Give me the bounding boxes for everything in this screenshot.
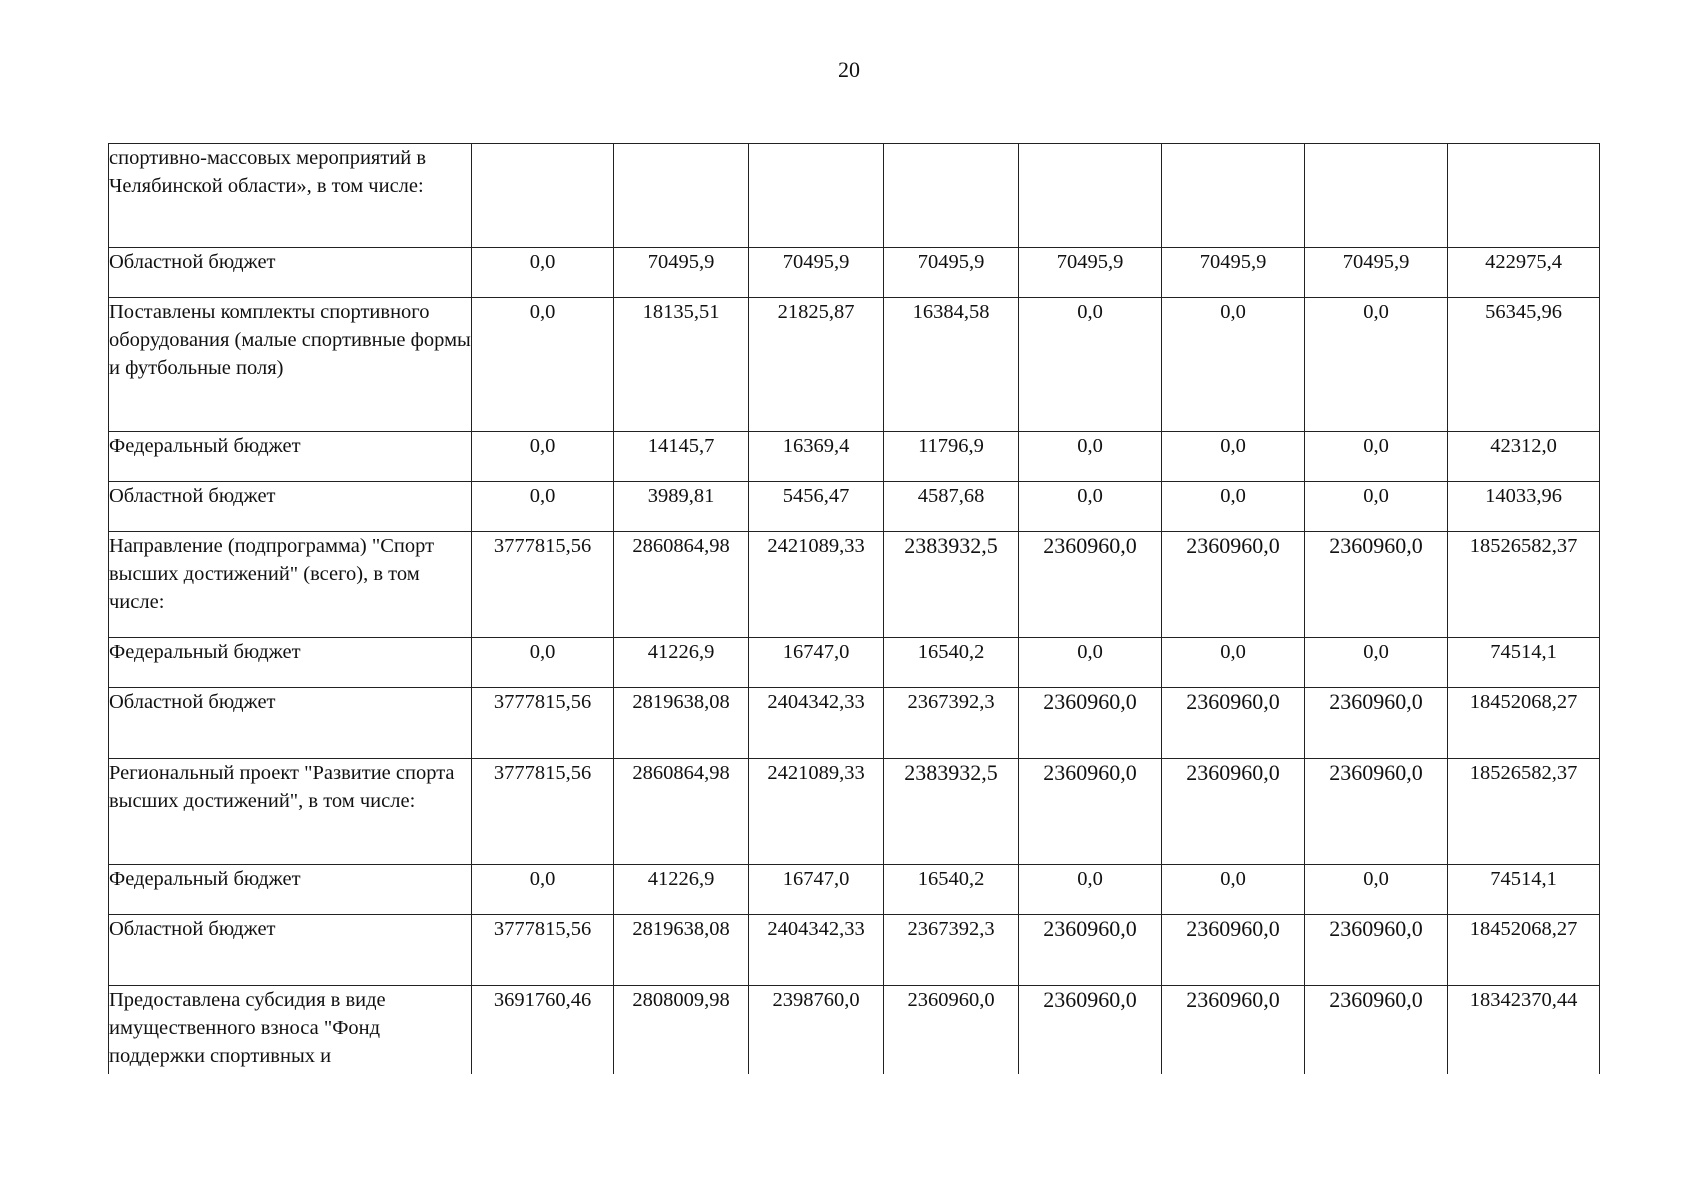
value-cell: 0,0 [1162, 432, 1305, 482]
value-cell: 70495,9 [1019, 248, 1162, 298]
value-cell: 4587,68 [884, 482, 1019, 532]
table-row [109, 986, 1600, 1075]
value-cell: 0,0 [472, 248, 614, 298]
value-cell: 2860864,98 [614, 759, 749, 865]
table-row [109, 248, 1600, 298]
total-cell: 18526582,37 [1448, 759, 1600, 865]
row-label: Областной бюджет [109, 482, 472, 532]
value-cell: 41226,9 [614, 638, 749, 688]
value-cell: 2367392,3 [884, 688, 1019, 759]
table-row [109, 865, 1600, 915]
row-label: Федеральный бюджет [109, 865, 472, 915]
row-label: Региональный проект "Развитие спорта высших достижений", в том числе: [109, 759, 472, 865]
value-cell: 0,0 [1019, 298, 1162, 432]
value-cell: 2360960,0 [1162, 688, 1305, 759]
total-cell: 74514,1 [1448, 638, 1600, 688]
value-cell: 0,0 [1305, 638, 1448, 688]
value-cell: 18135,51 [614, 298, 749, 432]
value-cell: 3777815,56 [472, 688, 614, 759]
row-label: Областной бюджет [109, 688, 472, 759]
value-cell: 2404342,33 [749, 688, 884, 759]
value-cell: 0,0 [1305, 432, 1448, 482]
total-cell: 18526582,37 [1448, 532, 1600, 638]
value-cell: 41226,9 [614, 865, 749, 915]
value-cell: 0,0 [1019, 482, 1162, 532]
table-row [109, 298, 1600, 432]
value-cell: 16369,4 [749, 432, 884, 482]
value-cell: 3777815,56 [472, 915, 614, 986]
value-cell: 2421089,33 [749, 759, 884, 865]
value-cell: 2360960,0 [1162, 759, 1305, 865]
value-cell: 2360960,0 [1019, 915, 1162, 986]
value-cell [1305, 144, 1448, 248]
row-label: Федеральный бюджет [109, 432, 472, 482]
value-cell: 16540,2 [884, 638, 1019, 688]
value-cell: 3777815,56 [472, 759, 614, 865]
table-row [109, 915, 1600, 986]
value-cell: 70495,9 [884, 248, 1019, 298]
value-cell: 0,0 [1162, 482, 1305, 532]
table-row [109, 759, 1600, 865]
value-cell: 0,0 [472, 638, 614, 688]
value-cell: 70495,9 [614, 248, 749, 298]
table-row [109, 432, 1600, 482]
value-cell: 70495,9 [749, 248, 884, 298]
table-row [109, 482, 1600, 532]
table-row [109, 532, 1600, 638]
total-cell [1448, 144, 1600, 248]
value-cell: 2360960,0 [884, 986, 1019, 1075]
value-cell: 2383932,5 [884, 532, 1019, 638]
value-cell: 2360960,0 [1305, 759, 1448, 865]
value-cell: 0,0 [1305, 482, 1448, 532]
value-cell: 0,0 [1305, 865, 1448, 915]
value-cell: 0,0 [1305, 298, 1448, 432]
value-cell: 3989,81 [614, 482, 749, 532]
value-cell: 14145,7 [614, 432, 749, 482]
value-cell: 70495,9 [1162, 248, 1305, 298]
value-cell: 0,0 [1162, 298, 1305, 432]
value-cell [1162, 144, 1305, 248]
value-cell: 2360960,0 [1019, 986, 1162, 1075]
value-cell: 2360960,0 [1019, 688, 1162, 759]
value-cell: 0,0 [1019, 638, 1162, 688]
value-cell: 0,0 [1162, 865, 1305, 915]
value-cell: 0,0 [1019, 432, 1162, 482]
value-cell: 2383932,5 [884, 759, 1019, 865]
value-cell [749, 144, 884, 248]
row-label: Направление (подпрограмма) "Спорт высших достижений" (всего), в том числе: [109, 532, 472, 638]
total-cell: 18452068,27 [1448, 688, 1600, 759]
value-cell: 2819638,08 [614, 688, 749, 759]
row-label: Поставлены комплекты спортивного оборудования (малые спортивные формы и футбольные поля) [109, 298, 472, 432]
value-cell: 2360960,0 [1019, 759, 1162, 865]
value-cell: 11796,9 [884, 432, 1019, 482]
value-cell: 0,0 [472, 298, 614, 432]
row-label: Областной бюджет [109, 248, 472, 298]
total-cell: 74514,1 [1448, 865, 1600, 915]
value-cell: 2360960,0 [1162, 915, 1305, 986]
value-cell: 16540,2 [884, 865, 1019, 915]
value-cell: 2819638,08 [614, 915, 749, 986]
value-cell: 0,0 [472, 865, 614, 915]
value-cell: 2421089,33 [749, 532, 884, 638]
value-cell: 2808009,98 [614, 986, 749, 1075]
total-cell: 18452068,27 [1448, 915, 1600, 986]
value-cell: 2360960,0 [1305, 915, 1448, 986]
value-cell: 2360960,0 [1305, 986, 1448, 1075]
value-cell: 3691760,46 [472, 986, 614, 1075]
value-cell: 2398760,0 [749, 986, 884, 1075]
table-row [109, 688, 1600, 759]
total-cell: 422975,4 [1448, 248, 1600, 298]
value-cell: 2360960,0 [1305, 688, 1448, 759]
value-cell: 2360960,0 [1162, 986, 1305, 1075]
value-cell: 2367392,3 [884, 915, 1019, 986]
budget-table [108, 143, 1600, 1074]
value-cell: 0,0 [472, 482, 614, 532]
value-cell: 21825,87 [749, 298, 884, 432]
value-cell: 2404342,33 [749, 915, 884, 986]
value-cell [472, 144, 614, 248]
value-cell: 16747,0 [749, 638, 884, 688]
value-cell: 2360960,0 [1019, 532, 1162, 638]
value-cell: 2360960,0 [1305, 532, 1448, 638]
value-cell: 0,0 [472, 432, 614, 482]
total-cell: 18342370,44 [1448, 986, 1600, 1075]
value-cell: 16384,58 [884, 298, 1019, 432]
value-cell: 3777815,56 [472, 532, 614, 638]
table-row [109, 144, 1600, 248]
row-label: Предоставлена субсидия в виде имущественного взноса "Фонд поддержки спортивных и [109, 986, 472, 1075]
value-cell [614, 144, 749, 248]
value-cell: 16747,0 [749, 865, 884, 915]
value-cell: 0,0 [1019, 865, 1162, 915]
total-cell: 14033,96 [1448, 482, 1600, 532]
value-cell: 2860864,98 [614, 532, 749, 638]
value-cell [1019, 144, 1162, 248]
value-cell: 70495,9 [1305, 248, 1448, 298]
value-cell: 2360960,0 [1162, 532, 1305, 638]
value-cell: 5456,47 [749, 482, 884, 532]
page-number: 20 [838, 57, 860, 82]
total-cell: 56345,96 [1448, 298, 1600, 432]
value-cell: 0,0 [1162, 638, 1305, 688]
table-row [109, 638, 1600, 688]
value-cell [884, 144, 1019, 248]
row-label: Областной бюджет [109, 915, 472, 986]
row-label: Федеральный бюджет [109, 638, 472, 688]
total-cell: 42312,0 [1448, 432, 1600, 482]
row-label: спортивно-массовых мероприятий в Челябинской области», в том числе: [109, 144, 472, 248]
